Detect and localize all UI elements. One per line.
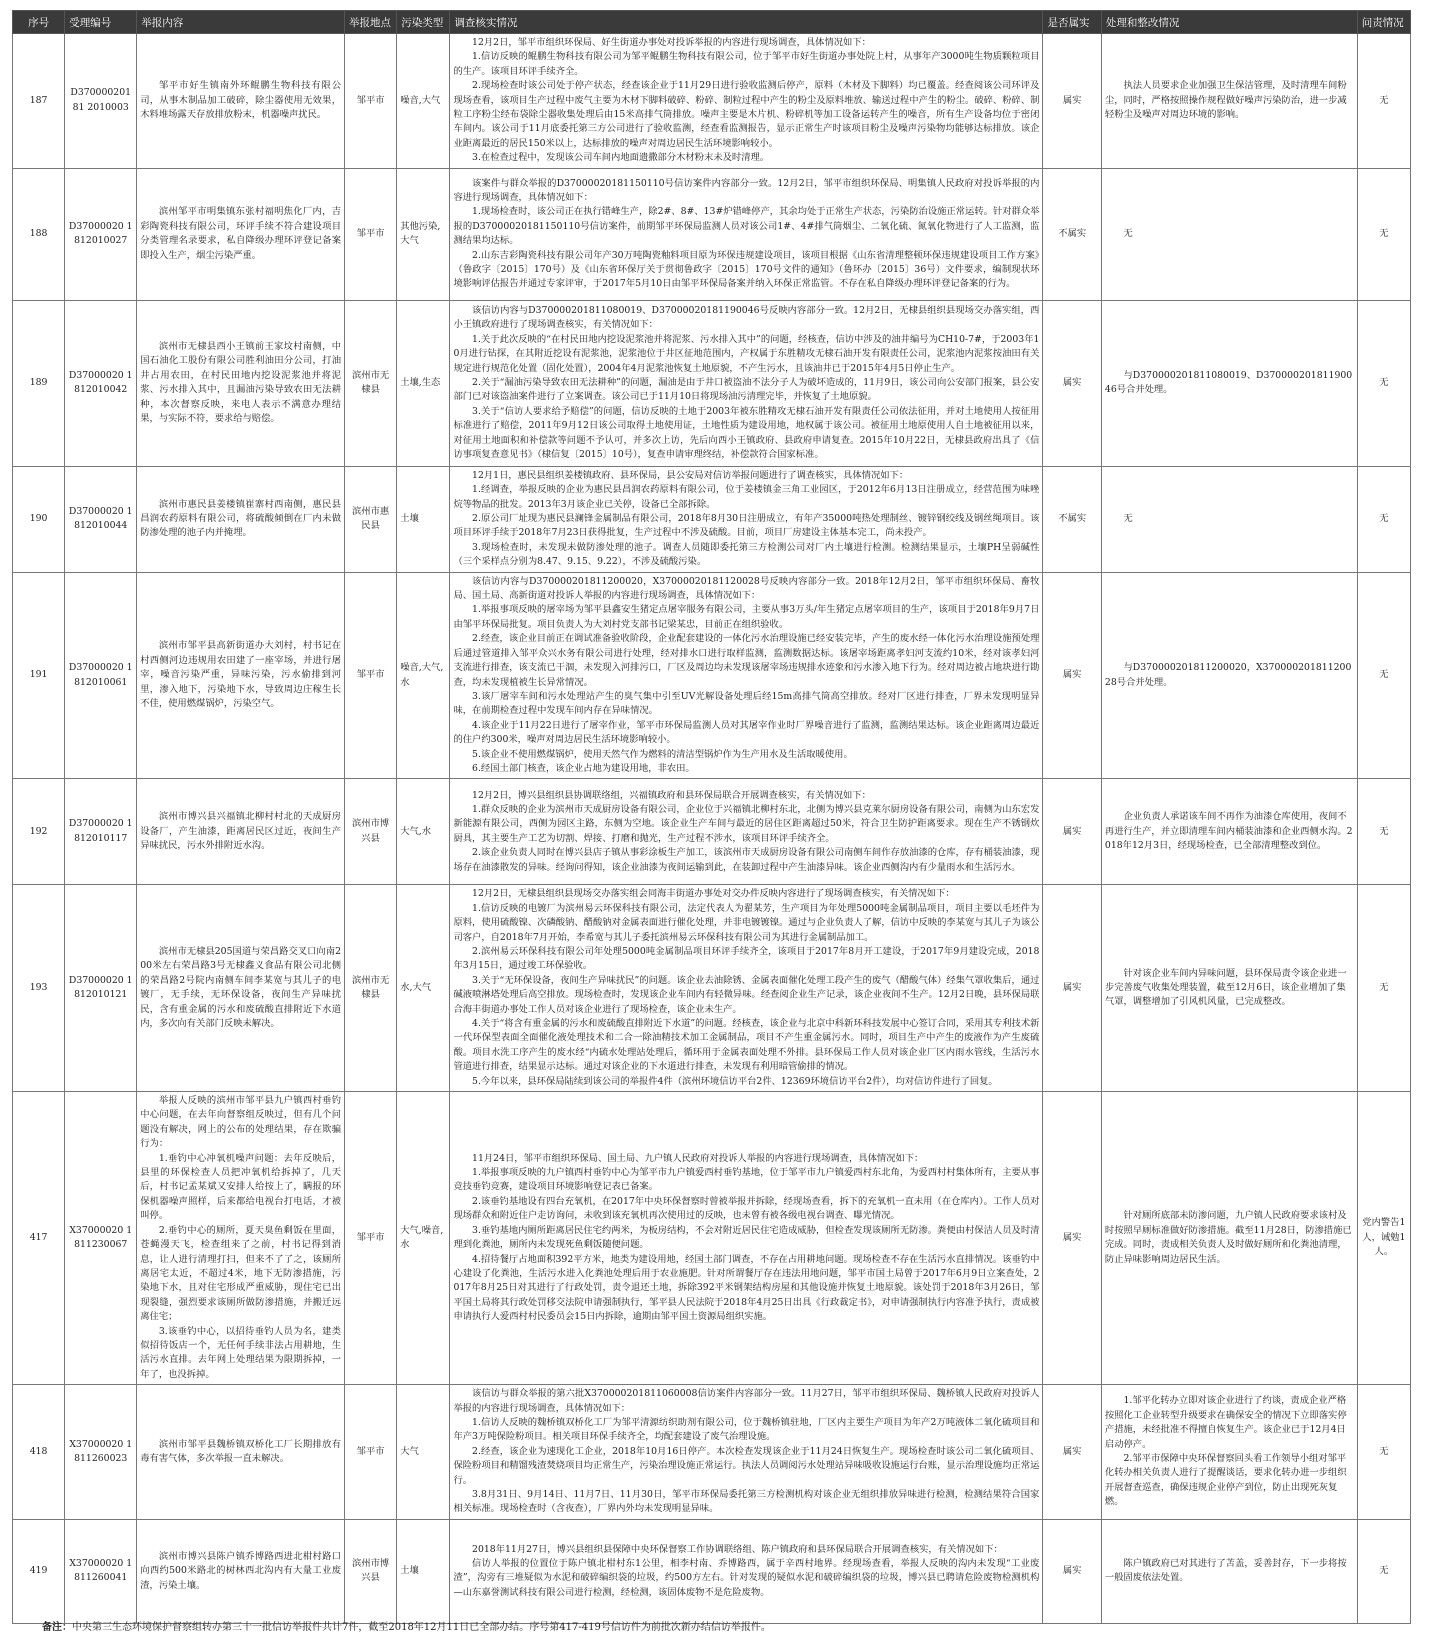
cell-investigation-paragraph: 1.举报事项反映的屠宰场为邹平县鑫安生猪定点屠宰服务有限公司，主要从事3万头/年生猪定点屠宰项目的生产，该项目于2018年9月7日由邹平环保局批复。项目负责人为大刘村党支部书记梁某忠，目前正在组织验收。 xyxy=(453,604,1040,630)
cell-verified: 属实 xyxy=(1043,572,1101,779)
cell-investigation-paragraph: 4.招待餐厅占地面积392平方米，地类为建设用地，经国土部门调查，不存在占用耕地问题。现场检查不存在生活污水直排情况。该垂钓中心建设了化粪池，生活污水进入化粪池处理后用于农业施肥。针对所谓餐厅存在违法用地问题，邹平市国土局曾于2017年6月9日立案查处，2017年8月25日对其进行了行政处罚，责令退还土地，拆除392平米钢架结构房屋和其他设施并恢复土地原貌。该处罚于2018年3月26日，邹平国土局将其行政处罚移交法院申请强制执行，邹平县人民法院于2018年4月25日出具《行政裁定书》，对申请强制执行内容准予执行，责成被申请执行人爱西村村民委员会15日内拆除，逾期由邹平国土资源局组织实施。 xyxy=(453,1253,1040,1323)
table-row xyxy=(13,572,1411,779)
cell-handling xyxy=(1101,34,1357,169)
cell-id: X37000020 1811230067 xyxy=(65,1092,137,1385)
cell-content-paragraph: 2.垂钓中心的厕所，夏天臭鱼剩饭在里面，苍蝇漫天飞，检查组来了之前，村书记得到消息，让人进行清理打扫，但来不了了之，该厕所离居宅太近，不超过4米，地下无防渗措施，污染地下水，且对住宅形成严重威胁，现住宅已出现裂缝，强烈要求该厕所做防渗措施，并搬迁远离住宅； xyxy=(140,1224,341,1323)
cell-handling-paragraph: 与D37000020181108001​9、D37000020181190046号合并处理。 xyxy=(1104,369,1353,396)
cell-content-paragraph: 滨州市邹平县高新街道办大刘村，村书记在村西侧河边违规用农田建了一座宰场，并进行屠宰，噪音污染严重，异味污染，污水偷排到河里，渗入地下，污染地下水，导致周边庄稼生长不佳，使用燃煤锅炉，污染空气。 xyxy=(140,640,341,710)
cell-seq: 419 xyxy=(13,1519,65,1623)
cell-content-paragraph: 3.该垂钓中心，以招待垂钓人员为名，建类似招待饭店一个，无任何手续非法占用耕地，生活污水直排。去年网上处理结果为限期拆掉，一年了，也没拆掉。 xyxy=(140,1325,341,1380)
cell-investigation-paragraph: 3.该厂屠宰车间和污水处理站产生的臭气集中引至UV光解设备处理后经15m高排气筒高空排放。经对厂区进行排查，厂界未发现明显异味，在前期检查过程中发现车间内存在异味情况。 xyxy=(453,690,1040,717)
cell-accountability: 无 xyxy=(1357,168,1410,300)
cell-seq: 191 xyxy=(13,572,65,779)
cell-accountability: 无 xyxy=(1357,34,1410,169)
cell-investigation xyxy=(450,466,1043,572)
cell-location: 滨州市博兴县 xyxy=(345,779,397,885)
cell-handling-paragraph: 1.邹平化转办立即对该企业进行了约谈，责成企业严格按照化工企业转型升级要求在确保安全的情况下立即落实停产措施，未经批准不得擅自恢复生产。该企业已于12月4日启动停产。 xyxy=(1104,1395,1347,1450)
cell-content xyxy=(137,779,345,885)
cell-investigation-paragraph: 2.该企业负责人同时在博兴县店子镇从事彩涂板生产加工，该滨州市天成厨房设备有限公司南侧车间作存放油漆的仓库，存有桶装油漆，现场存在油漆散发的异味。经询问得知，该企业油漆为夜间运输到此，在装卸过程中产生油漆异味。该企业西侧沟内有少量雨水和生活污水。 xyxy=(453,847,1040,873)
cell-pollution: 大气,噪音,水 xyxy=(397,1092,450,1385)
complaint-table-wrapper xyxy=(12,10,1411,1624)
cell-investigation-paragraph: 12月1日，惠民县组织姜楼镇政府、县环保局，县公安局对信访举报问题进行了调查核实，具体情况如下： xyxy=(472,469,909,481)
cell-investigation-paragraph: 2.山东吉彩陶瓷科技有限公司年产30万吨陶瓷釉料项目原为环保违规建设项目，该项目根据《山东省清理整顿环保违规建设项目工作方案》（鲁政字〔2015〕170号）及《山东省环保厅关于贯彻鲁政字〔2015〕170号文件的通知》（鲁环办〔2015〕36号）文件要求，编制现状环境影响评估报告并通过专家评审，于2017年5月10日由邹平环保局备案并纳入环保正常监管。不存在私自降级办理环评登记备案的行为。 xyxy=(453,249,1040,290)
cell-investigation-paragraph: 5.该企业不使用燃煤锅炉，使用天然气作为燃料的清洁型锅炉作为生产用水及生活取暖使用。 xyxy=(472,748,853,760)
cell-accountability: 无 xyxy=(1357,885,1410,1092)
cell-investigation xyxy=(450,1519,1043,1623)
cell-handling xyxy=(1101,779,1357,885)
cell-content-paragraph: 滨州市博兴县兴福镇北柳村村北的天成厨房设备厂，产生油漆，距离居民区过近，夜间生产异味扰民，污水外排附近水沟。 xyxy=(140,811,341,852)
cell-investigation-paragraph: 2.滨州易云环保科技有限公司年处理5000吨金属制品项目环评手续齐全，该项目于2017年8月开工建设，于2017年9月建设完成，2018年3月15日，通过竣工环保验收。 xyxy=(453,945,1040,972)
cell-handling xyxy=(1101,1519,1357,1623)
footnote-label: 备注： xyxy=(42,1622,72,1633)
cell-id: X37000020 1811260041 xyxy=(65,1519,137,1623)
cell-investigation-paragraph: 2.现场检查时该公司处于停产状态，经查该企业于11月29日进行验收监测后停产，原料（木材及下脚料）均已覆盖。经查阅该公司环评及现场查看，该项目生产过程中废气主要为木材下脚料破碎、粉碎、制粒过程中产生的粉尘及原料堆放、输送过程中产生的粉尘。破碎、粉碎、制粒工序粉尘经布袋除尘器收集处理后由15米高排气筒排放。噪声主要是木片机、粉碎机等加工设备运转产生的噪音，所有生产设备均位于密闭车间内。该公司于11月底委托第三方公司进行了验收监测，经查看监测报告，显示正常生产时该项目粉尘及噪声污染物均能够达标排放。该企业距离最近的居民150米以上，达标排放的噪声对周边居民生活环境影响较小。 xyxy=(453,80,1040,149)
cell-investigation-paragraph: 3.关于“信访人要求给予赔偿”的问题，信访反映的土地于2003年被东胜精攻无棣石油开发有限责任公司依法征用，并对土地使用人按征用标准进行了赔偿，2011年9月12日该公司取得土地使用证，土地性质为建设用地，地权属于该公司。被征用土地原使用人自土地被征用以来，对征用土地面积和补偿款等问题不予认可，并多次上访，先后向西小王镇政府、县政府申请复查。2015年10月22日，无棣县政府出具了《信访事项复查意见书》（棣信复〔2015〕10号），复查申请审理终结，补偿款符合国家标准。 xyxy=(453,405,1040,460)
cell-investigation-paragraph: 该信访内容与D37000020181120002​0，X37000020181120028号反映内容部分一致。2018年12月2日，邹平市组织环保局、畜牧局、国土局、高新街道对投诉人举报的内容进行现场调查，具体情况如下： xyxy=(453,575,1040,602)
cell-location: 滨州市无棣县 xyxy=(345,885,397,1092)
cell-seq: 189 xyxy=(13,300,65,466)
cell-location: 滨州市惠民县 xyxy=(345,466,397,572)
header-handling: 处理和整改情况 xyxy=(1101,11,1357,34)
cell-verified: 属实 xyxy=(1043,1385,1101,1520)
table-row xyxy=(13,168,1411,300)
cell-investigation-paragraph: 3.8月31日、9月14日、11月7日、11月30日，邹平市环保局委托第三方检测机构对该企业无组织排放异味进行检测，检测结果符合国家相关标准。现场检查时（含夜查），厂界内外均未发现明显异味。 xyxy=(453,1489,1040,1515)
cell-handling-paragraph: 针对该企业车间内异味问题，县环保局责令该企业进一步完善废气收集处理装置，截至12月6日，该企业增加了集气罩，调整增加了引风机风量，已完成整改。 xyxy=(1104,967,1347,1008)
cell-location: 滨州市博兴县 xyxy=(345,1519,397,1623)
header-verified: 是否属实 xyxy=(1043,11,1101,34)
cell-content-paragraph: 滨州市无棣县205国道与荣昌路交叉口向南200米左右荣昌路3号无棣鑫义食品有限公司北侧的荣昌路2号院内南侧车间李某宽与其儿子的电镀厂，无手续，无环保设备，夜间生产异味扰民，含有重金属的污水和废硫酸直排附近下水道内，多次向有关部门反映未解决。 xyxy=(140,945,341,1029)
cell-pollution: 土壤 xyxy=(397,466,450,572)
header-investigation: 调查核实情况 xyxy=(450,11,1043,34)
cell-investigation-paragraph: 12月2日，邹平市组织环保局、好生街道办事处对投诉举报的内容进行现场调查，具体情况如下： xyxy=(472,37,871,48)
cell-investigation-paragraph: 4.关于“将含有重金属的污水和废硫酸直排附近下水道”的问题。经核查，该企业与北京中科新环科技发展中心签订合同，采用其专利技术新一代环保型表面全面催化液处理技术和二合一除油精技术加工金属制品，项目不产生重金属污水。同时，项目生产中产生的废液作为产生废硫酸。项目水洗工序产生的废水经“内硫水处理站处理后，循环用于金属表面处理不外排。县环保局工作人员对该企业厂区内雨水管线，生活污水管道进行排查，结果显示达标。通过对该企业的下水道进行排查，未发现有利用暗管偷排的情况。 xyxy=(453,1018,1040,1073)
cell-handling-paragraph: 陈户镇政府已对其进行了苫盖，妥善封存，下一步将按一般固废依法处置。 xyxy=(1104,1557,1347,1584)
table-row xyxy=(13,885,1411,1092)
cell-accountability: 党内警告1人，诫勉1人。 xyxy=(1357,1092,1410,1385)
cell-investigation-paragraph: 2.经查，该企业目前正在调试准备验收阶段，企业配套建设的一体化污水治理设施已经安装完毕，产生的废水经一体化污水治理设施预处理后通过管道排入邹平众兴水务有限公司进行处理，经对排水口进行取样监测，监测数据达标。该屠宰场距离孝妇河支流约10米，经对该孝妇河支流进行排查，该支流已干涸，未发现入河排污口，厂区及周边均未发现该屠宰场违规排水迹象和污水渗入地下行为。经对周边被占地块进行勘查，均未发现植被生长异常情况。 xyxy=(453,633,1040,688)
cell-investigation-paragraph: 2.关于“漏油污染导致农田无法耕种”的问题，漏油是由于井口被盗油不法分子人为破坏造成的，11月9日，该公司向公安部门报案，县公安部门已对该盗油案件进行了立案调查。该公司已于11月10日将现场油污清理完毕，并恢复了土地原貌。 xyxy=(453,376,1040,403)
cell-content-paragraph: 滨州邹平市明集镇东张村福明焦化厂内，吉彩陶瓷科技有限公司，环评手续不符合建设项目分类管理名录要求，私自降级办理环评登记备案即投入生产，烟尘污染严重。 xyxy=(140,206,341,261)
cell-content-paragraph: 滨州市无棣县西小王镇前王家坟村南侧，中国石油化工股份有限公司胜利油田分公司，打油井占用农田，在村民田地内挖设泥浆池并将泥浆、污水排入其中，且漏油污染导致农田无法耕种，本次督察反映，来电人表示不满意办理结果，与实际不符，要求给与赔偿。 xyxy=(140,340,341,424)
complaint-table xyxy=(12,10,1411,1624)
cell-handling xyxy=(1101,1385,1357,1520)
cell-content-paragraph: 滨州市邹平县魏桥镇双桥化工厂长期排放有毒有害气体，多次举报一直未解决。 xyxy=(140,1438,341,1464)
cell-investigation-paragraph: 1.经调查，举报反映的企业为惠民县昌润农药原料有限公司，位于姜楼镇金三角工业园区，于2012年6月13日注册成立，经营范围为味唑烷等物品的批发。2013年3月该企业已关停，设备已全部拆除。 xyxy=(453,484,1040,510)
cell-investigation-paragraph: 1.信访人反映的魏桥镇双桥化工厂为邹平清源纺织助剂有限公司，位于魏桥镇驻地，厂区内主要生产项目为年产2万吨液体二氧化硫项目和年产3万吨保险粉项目。相关项目环保手续齐全，均配套建设了废气治理设施。 xyxy=(453,1416,1040,1443)
cell-pollution: 土壤 xyxy=(397,1519,450,1623)
cell-seq: 192 xyxy=(13,779,65,885)
cell-verified: 属实 xyxy=(1043,34,1101,169)
cell-id: D37000020 1812010027 xyxy=(65,168,137,300)
cell-handling-paragraph: 企业负责人承诺该车间不再作为油漆仓库使用，夜间不再进行生产，并立即清理车间内桶装油漆和企业西侧水沟。2018年12月3日，经现场检查，已全部清理整改到位。 xyxy=(1104,811,1353,852)
cell-investigation-paragraph: 该信访内容与D37000020181108001​9、D37000020181190046号反映内容部分一致。12月2日，无棣县组织县现场交办落实组，西小王镇政府进行了现场调查核实，有关情况如下： xyxy=(453,304,1040,331)
cell-verified: 属实 xyxy=(1043,300,1101,466)
cell-verified: 不属实 xyxy=(1043,466,1101,572)
cell-investigation-paragraph: 6.经国土部门核查，该企业占地为建设用地，非农田。 xyxy=(472,762,695,774)
cell-handling xyxy=(1101,1092,1357,1385)
cell-handling-paragraph: 无 xyxy=(1123,512,1133,524)
header-seq: 序号 xyxy=(13,11,65,34)
cell-investigation-paragraph: 12月2日，博兴县组织县协调联络组，兴福镇政府和县环保局联合开展调查核实，有关情况如下： xyxy=(472,789,871,801)
cell-investigation xyxy=(450,1092,1043,1385)
cell-content-paragraph: 1.垂钓中心冲氧机噪声问题：去年反映后，县里的环保检查人员把冲氧机给拆掉了，几天后，村书记孟某斌又安排人给按上了，瞒报的环保机器噪声照样，后来都给电视台打电话，才被叫停。 xyxy=(140,1152,341,1222)
cell-content-paragraph: 邹平市好生镇南外环鲲鹏生物科技有限公司，从事木制品加工破碎，除尘器使用无效果，木料堆场露天存放排放粉末，机器噪声扰民。 xyxy=(140,80,341,121)
cell-location: 邹平市 xyxy=(345,572,397,779)
cell-id: D37000020 1812010061 xyxy=(65,572,137,779)
cell-verified: 属实 xyxy=(1043,1519,1101,1623)
cell-content xyxy=(137,885,345,1092)
cell-investigation xyxy=(450,779,1043,885)
table-body xyxy=(13,34,1411,1624)
cell-id: D37000020 1812010042 xyxy=(65,300,137,466)
cell-id: D37000020181 2010003 xyxy=(65,34,137,169)
cell-handling xyxy=(1101,466,1357,572)
cell-location: 邹平市 xyxy=(345,1385,397,1520)
header-location: 举报地点 xyxy=(345,11,397,34)
cell-investigation-paragraph: 1.举报事项反映的九户镇西村垂钓中心为邹平市九户镇爱西村垂钓基地，位于邹平市九户镇爱西村东北角，为爱西村村集体所有，主要从事竞技垂钓竞赛，建设项目环境影响登记表已备案。 xyxy=(453,1167,1040,1193)
cell-pollution: 其他污染,大气 xyxy=(397,168,450,300)
cell-seq: 193 xyxy=(13,885,65,1092)
cell-investigation-paragraph: 5.今年以来，县环保局陆续到该公司的举报件4件（滨州环境信访平台2件、12369环境信访平台2件），均对信访件进行了回复。 xyxy=(472,1075,998,1087)
table-row xyxy=(13,466,1411,572)
table-row xyxy=(13,779,1411,885)
table-row xyxy=(13,1092,1411,1385)
cell-pollution: 土壤,生态 xyxy=(397,300,450,466)
cell-location: 邹平市 xyxy=(345,1092,397,1385)
table-row xyxy=(13,1519,1411,1623)
cell-location: 邹平市 xyxy=(345,34,397,169)
cell-pollution: 大气,水 xyxy=(397,779,450,885)
cell-accountability: 无 xyxy=(1357,1519,1410,1623)
cell-verified: 属实 xyxy=(1043,1092,1101,1385)
cell-investigation-paragraph: 3.在检查过程中，发现该公司车间内地面遗撒部分木材粉末未及时清理。 xyxy=(472,152,770,164)
cell-investigation-paragraph: 12月2日，无棣县组织县现场交办落实组会同海丰街道办事处对交办件反映内容进行了现场调查核实，有关情况如下： xyxy=(472,888,955,900)
cell-investigation-paragraph: 信访人举报的位置位于陈户镇北柑村东1公里，相李村南、乔博路西，属于辛西村地界。经现场查看，举报人反映的沟内未发现“工业废渣”，沟旁有三堆疑似为水泥和破碎编织袋的垃圾，约500方左右。针对发现的疑似水泥和破碎编织袋的垃圾，博兴县已聘请危险废物检测机构—山东嘉誉测试科技有限公司进行检测，经检测，该固体废物不是危险废物。 xyxy=(453,1557,1040,1598)
cell-pollution: 噪音,大气 xyxy=(397,34,450,169)
cell-verified: 不属实 xyxy=(1043,168,1101,300)
footnote xyxy=(42,1618,771,1633)
cell-accountability: 无 xyxy=(1357,300,1410,466)
cell-investigation-paragraph: 3.垂钓基地内厕所距离居民住宅约两米，为板房结构，不会对附近居民住宅造成威胁，但检查发现该厕所无防渗。粪便由村保洁人员及时清理到化粪池，厕所内未发现死鱼剩饭随便问题。 xyxy=(453,1224,1040,1251)
cell-investigation-paragraph: 1.信访反映的鲲鹏生物科技有限公司为邹平鲲鹏生物科技有限公司，位于邹平市好生街道办事处院上村，从事年产3000吨生物质颗粒项目的生产。该项目环评手续齐全。 xyxy=(453,51,1040,77)
header-id: 受理编号 xyxy=(65,11,137,34)
cell-seq: 418 xyxy=(13,1385,65,1520)
cell-investigation-paragraph: 2.该垂钓基地设有四台充氧机，在2017年中央环保督察时曾被举报并拆除，经现场查看，拆下的充氧机一直未用（在仓库内）。工作人员对现场群众和附近住户走访询问，未收到该充氧机再次使用过的反映，也未曾有被各级电视台调查、曝光情况。 xyxy=(453,1195,1040,1222)
cell-investigation-paragraph: 4.该企业于11月22日进行了屠宰作业，邹平市环保局监测人员对其屠宰作业时厂界噪音进行了监测，监测结果达标。该企业距离周边最近的住户约300米，噪声对周边居民生活环境影响较小。 xyxy=(453,719,1040,746)
header-content: 举报内容 xyxy=(137,11,345,34)
cell-investigation xyxy=(450,1385,1043,1520)
cell-verified: 属实 xyxy=(1043,779,1101,885)
cell-handling-paragraph: 执法人员要求企业加强卫生保洁管理，及时清理车间粉尘，同时，严格按照操作规程做好噪声污染防治，进一步减轻粉尘及噪声对周边环境的影响。 xyxy=(1104,80,1347,121)
cell-accountability: 无 xyxy=(1357,572,1410,779)
cell-location: 邹平市 xyxy=(345,168,397,300)
cell-seq: 417 xyxy=(13,1092,65,1385)
cell-verified: 属实 xyxy=(1043,885,1101,1092)
cell-seq: 187 xyxy=(13,34,65,169)
cell-seq: 190 xyxy=(13,466,65,572)
cell-investigation xyxy=(450,885,1043,1092)
cell-investigation-paragraph: 1.信访反映的电镀厂为滨州易云环保科技有限公司，法定代表人为翟某芳，生产项目为年处理5000吨金属制品项目，项目主要以毛坯件为原料，使用硫酸镍、次磷酸钠、醋酸钠对金属表面进行催化处理，并非电镀镀镍。通过与企业负责人了解，信访中反映的李某宽与其儿子为该公司客户，自2018年7月开始，李希宽与其儿子委托滨州易云环保科技有限公司为其进行金属制品加工。 xyxy=(453,902,1040,943)
cell-handling-paragraph: 2.邹平市保障中央环保督察回头看工作领导小组对邹平化转办相关负责人进行了提醒谈话，要求化转办进一步组织开展督查巡查，确保违规企业停产到位，防止出现死灰复燃。 xyxy=(1104,1452,1347,1508)
header-pollution: 污染类型 xyxy=(397,11,450,34)
cell-accountability: 无 xyxy=(1357,779,1410,885)
cell-accountability: 无 xyxy=(1357,1385,1410,1520)
cell-handling xyxy=(1101,300,1357,466)
cell-content-paragraph: 滨州市惠民县姜楼镇崔寨村西南侧，惠民县昌润农药原料有限公司，将硫酸倾倒在厂内未做防渗处理的池子内并掩埋。 xyxy=(140,498,341,539)
cell-content xyxy=(137,300,345,466)
cell-investigation-paragraph: 11月24日，邹平市组织环保局、国土局、九户镇人民政府对投诉人举报的内容进行现场调查，具体情况如下： xyxy=(472,1152,924,1164)
cell-investigation-paragraph: 1.现场检查时，该公司正在执行错峰生产，除2#、8#、13#炉错峰停产，其余均处于正常生产状态，污染防治设施正常运转。针对群众举报的D37000020181150110号信访案件，前期邹平环保局监测人员对该公司1#、4#排气筒烟尘、二氧化硫、氮氧化物进行了人工监测，监测结果均达标。 xyxy=(453,206,1040,247)
table-row xyxy=(13,1385,1411,1520)
cell-handling xyxy=(1101,572,1357,779)
cell-investigation xyxy=(450,168,1043,300)
header-accountability: 问责情况 xyxy=(1357,11,1410,34)
cell-content xyxy=(137,1092,345,1385)
cell-investigation-paragraph: 该案件与群众举报的D37000020181150110号信访案件内容部分一致。12月2日，邹平市组织环保局、明集镇人民政府对投诉举报的内容进行现场调查，具体情况如下： xyxy=(453,177,1040,203)
cell-investigation-paragraph: 3.现场检查时，未发现未做防渗处理的池子。调查人员随即委托第三方检测公司对厂内土壤进行检测。检测结果显示，土壤PH呈弱碱性（三个采样点分别为8.47、9.15、9.22），不涉及硫酸污染。 xyxy=(453,541,1040,568)
cell-investigation xyxy=(450,572,1043,779)
cell-content-paragraph: 滨州市博兴县陈户镇乔博路西进北柑村路口向西约500米路北的树林西北沟内有大量工业废渣，污染土壤。 xyxy=(140,1550,341,1591)
footnote-text: 中央第三生态环境保护督察组转办第三十一批信访举报件共计7件，截至2018年12月11日已全部办结。序号第417-419号信访件为前批次新办结信访举报件。 xyxy=(72,1622,771,1633)
cell-investigation-paragraph: 2018年11月27日，博兴县组织县保障中央环保督察工作协调联络组、陈户镇政府和县环保局联合开展调查核实，有关情况如下： xyxy=(472,1543,1003,1555)
cell-location: 滨州市无棣县 xyxy=(345,300,397,466)
cell-handling xyxy=(1101,168,1357,300)
table-row xyxy=(13,300,1411,466)
cell-investigation xyxy=(450,34,1043,169)
table-row xyxy=(13,34,1411,169)
cell-handling xyxy=(1101,885,1357,1092)
cell-investigation xyxy=(450,300,1043,466)
cell-id: X37000020 1811260023 xyxy=(65,1385,137,1520)
cell-id: D37000020 1812010044 xyxy=(65,466,137,572)
cell-content xyxy=(137,34,345,169)
cell-content xyxy=(137,168,345,300)
cell-content xyxy=(137,572,345,779)
cell-accountability: 无 xyxy=(1357,466,1410,572)
cell-investigation-paragraph: 2.原公司厂址现为惠民县澜锋金属制品有限公司，2018年8月30日注册成立，有年产35000吨热处理制丝、镀锌钢绞线及钢丝绳项目。该项目环评手续于2018年7月23日获得批复，生产过程中不涉及硫酸。目前，项目厂房建设主体基本完工，尚未投产。 xyxy=(453,512,1040,539)
cell-content xyxy=(137,1519,345,1623)
cell-content xyxy=(137,466,345,572)
cell-investigation-paragraph: 2.经查，该企业为速现化工企业，2018年10月16日停产。本次检查发现该企业于11月24日恢复生产。现场检查时该公司二氧化硫项目、保险粉项目和精馏残渣焚烧项目均正常生产，污染治理设施正常运行。执法人员调阅污水处理站异味吸收设施运行台账，显示治理设施均正常运行。 xyxy=(453,1445,1040,1486)
cell-pollution: 噪音,大气,水 xyxy=(397,572,450,779)
cell-seq: 188 xyxy=(13,168,65,300)
cell-id: D37000020 1812010121 xyxy=(65,885,137,1092)
cell-handling-paragraph: 针对厕所底部未防渗问题，九户镇人民政府要求该村及时按照早厕标准做好防渗措施。截至11月28日，防渗措施已完成。同时，责成相关负责人及时做好厕所和化粪池清理，防止异味影响周边居民生活。 xyxy=(1104,1210,1352,1265)
cell-id: D37000020 1812010117 xyxy=(65,779,137,885)
cell-investigation-paragraph: 3.关于“无环保设备，夜间生产异味扰民”的问题。该企业去油除锈、金属表面催化处理工段产生的废气（醋酸气体）经集气罩收集后，通过碱液喷淋塔处理后高空排放。现场检查时，发现该企业车间内有轻微异味。经查阅企业生产记录，该企业夜间不生产。12月2日晚，县环保局联合海丰街道办事处工作人员对该企业进行了现场检查，该企业未生产。 xyxy=(453,974,1040,1015)
cell-investigation-paragraph: 1.关于此次反映的“在村民田地内挖设泥浆池并将泥浆、污水排入其中”的问题，经核查，信访中涉及的油井编号为CH10-7#，于2003年10月进行钻探，在其附近挖设有泥浆池，泥浆池位于井区征地范围内，产权属于东胜精攻无棣石油开发有限责任公司，泥浆池内泥浆按油田有关规定进行规范化处置（固化处置），2004年4月泥浆池恢复土地原貌，不产生污水，且该油井已于2015年4月5日停止生产。 xyxy=(453,333,1040,374)
cell-handling-paragraph: 无 xyxy=(1123,227,1133,239)
cell-content xyxy=(137,1385,345,1520)
cell-investigation-paragraph: 1.群众反映的企业为滨州市天成厨房设备有限公司，企业位于兴福镇北柳村东北，北侧为博兴县克莱尔厨房设备有限公司，南侧为山东宏发新能源有限公司，西侧为园区主路，东侧为空地。该企业生产车间与最近的居住区距离超过50米，符合卫生防护距离要求。现在生产不锈钢炊厨具，其主要生产工艺为切割、焊接、打磨和抛光，生产过程不涉水，该项目环评手续齐全。 xyxy=(453,804,1040,844)
cell-handling-paragraph: 与D37000020181120002​0，X37000020181120028号合并处理。 xyxy=(1104,662,1352,688)
cell-investigation-paragraph: 该信访与群众举报的第六批X370000201811060008信访案件内容部分一致。11月27日，邹平市组织环保局、魏桥镇人民政府对投诉人举报的内容进行现场调查，具体情况如下： xyxy=(453,1388,1040,1414)
cell-pollution: 水,大气 xyxy=(397,885,450,1092)
cell-content-paragraph: 举报人反映的滨州市邹平县九户镇西村垂钓中心问题，在去年向督察组反映过，但有几个问题没有解决，网上的公布的处理结果，存在欺骗行为： xyxy=(140,1095,341,1150)
cell-pollution: 大气 xyxy=(397,1385,450,1520)
table-header-row xyxy=(13,11,1411,34)
